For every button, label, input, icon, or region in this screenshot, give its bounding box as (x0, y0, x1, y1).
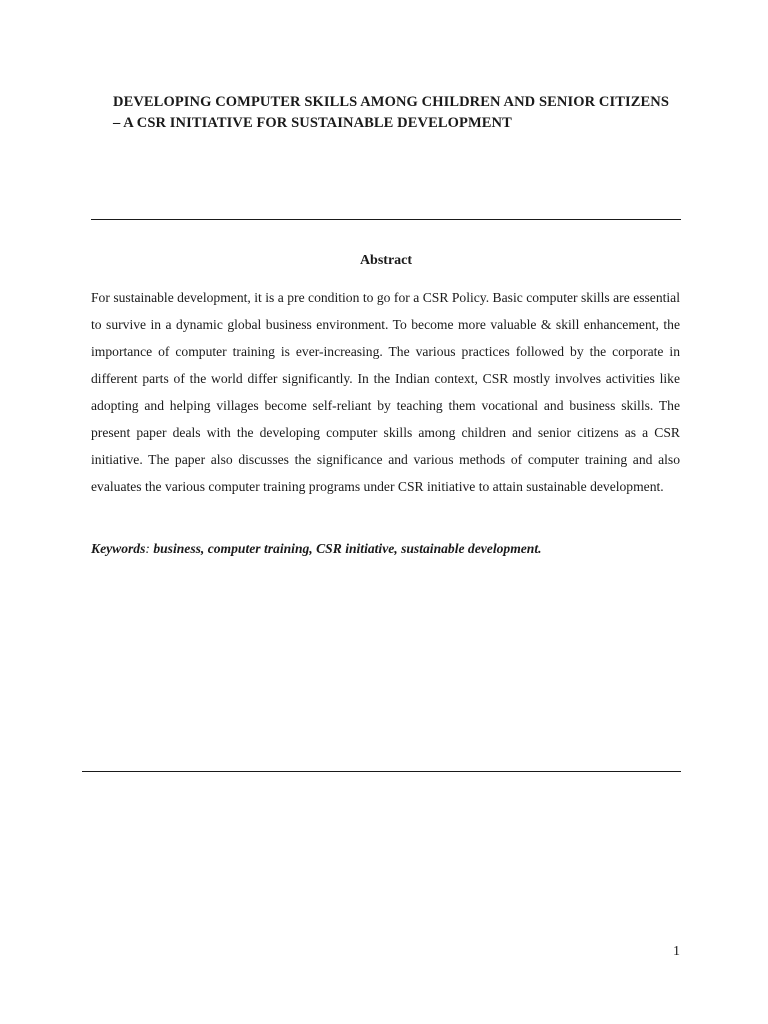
keywords-label: Keywords (91, 541, 146, 556)
top-divider (91, 219, 681, 220)
abstract-heading: Abstract (359, 253, 413, 268)
bottom-divider (82, 771, 681, 772)
page-number: 1 (673, 944, 680, 959)
keywords-separator: : (145, 541, 154, 556)
paper-title: DEVELOPING COMPUTER SKILLS AMONG CHILDREN AND SENIOR CITIZENS – A CSR INITIATIVE FOR SUSTAINABLE DEVELOPMENT (113, 94, 669, 131)
keywords-line (91, 538, 680, 560)
keywords-end: . (538, 541, 542, 556)
keywords-list: business, computer training, CSR initiative, sustainable development (153, 541, 539, 556)
abstract-paragraph: For sustainable development, it is a pre condition to go for a CSR Policy. Basic computer skills are essential to survive in a dynamic global business environment. To become more valuable & skill enhancement, the importance of computer training is ever-increasing. The various practices followed by the corporate in different parts of the world differ significantly. In the Indian context, CSR mostly involves activities like adopting and helping villages become self-reliant by teaching them vocational and business skills. The present paper deals with the developing computer skills among children and senior citizens as a CSR initiative. The paper also discusses the significance and various methods of computer training and also evaluates the various computer training programs under CSR initiative to attain sustainable development. (91, 290, 680, 494)
